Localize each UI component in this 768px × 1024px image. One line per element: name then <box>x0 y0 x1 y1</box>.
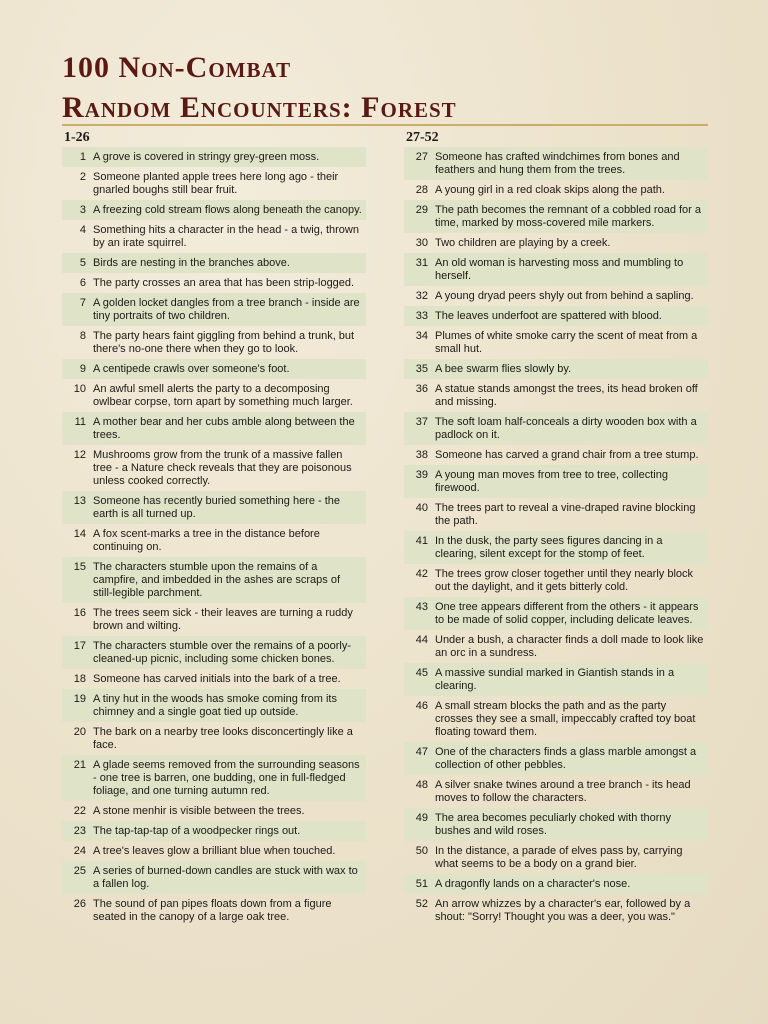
table-row <box>62 894 366 927</box>
encounter-text: An arrow whizzes by a character's ear, followed by a shout: "Sorry! Thought you was a deer, you was." <box>435 898 691 923</box>
encounter-number: 24 <box>73 845 86 857</box>
encounter-number: 21 <box>73 759 86 771</box>
table-row <box>404 445 708 465</box>
encounter-number: 2 <box>79 171 86 183</box>
encounter-text: A series of burned-down candles are stuck with wax to a fallen log. <box>93 865 358 890</box>
encounter-text: A tree's leaves glow a brilliant blue when touched. <box>93 845 336 857</box>
title-line-1: 100 Non-Combat <box>62 51 292 84</box>
encounter-number: 16 <box>73 607 86 619</box>
encounter-text: A golden locket dangles from a tree branch - inside are tiny portraits of two children. <box>93 297 360 322</box>
encounter-number: 40 <box>415 502 428 514</box>
encounter-text: In the distance, a parade of elves pass by, carrying what seems to be a body on a grand bier. <box>435 845 683 870</box>
encounter-number: 30 <box>415 237 428 249</box>
table-row <box>62 603 366 636</box>
encounter-number: 46 <box>415 700 428 712</box>
table-row <box>62 326 366 359</box>
column-heading: 27-52 <box>406 130 439 145</box>
encounter-text: The tap-tap-tap of a woodpecker rings out. <box>93 825 301 837</box>
encounter-number: 1 <box>79 151 86 163</box>
encounter-number: 49 <box>415 812 428 824</box>
encounter-number: 47 <box>415 746 428 758</box>
table-row <box>404 233 708 253</box>
encounter-number: 19 <box>73 693 86 705</box>
encounter-number: 7 <box>79 297 86 309</box>
encounter-number: 45 <box>415 667 428 679</box>
table-row <box>62 273 366 293</box>
encounter-text: One tree appears different from the others - it appears to be made of solid copper, including delicate leaves. <box>435 601 699 626</box>
encounter-text: A centipede crawls over someone's foot. <box>93 363 290 375</box>
encounter-text: A small stream blocks the path and as the party crosses they see a small, impeccably crafted toy boat floating toward them. <box>435 700 696 738</box>
encounter-number: 10 <box>73 383 86 395</box>
table-row <box>62 821 366 841</box>
encounter-number: 22 <box>73 805 86 817</box>
table-row <box>62 636 366 669</box>
encounter-text: A freezing cold stream flows along beneath the canopy. <box>93 204 362 216</box>
encounter-number: 32 <box>415 290 428 302</box>
table-row <box>404 147 708 180</box>
table-row <box>404 498 708 531</box>
table-row <box>404 465 708 498</box>
encounter-number: 5 <box>79 257 86 269</box>
column-heading: 1-26 <box>64 130 90 145</box>
table-row <box>404 564 708 597</box>
encounter-text: A mother bear and her cubs amble along between the trees. <box>93 416 355 441</box>
table-row <box>62 445 366 491</box>
title-rule <box>62 124 708 126</box>
encounter-text: The sound of pan pipes floats down from a figure seated in the canopy of a large oak tree. <box>93 898 332 923</box>
encounter-text: The trees part to reveal a vine-draped ravine blocking the path. <box>435 502 696 527</box>
table-row <box>404 531 708 564</box>
encounter-number: 31 <box>415 257 428 269</box>
encounter-text: A statue stands amongst the trees, its head broken off and missing. <box>435 383 698 408</box>
encounter-number: 4 <box>79 224 86 236</box>
encounter-text: The bark on a nearby tree looks disconcertingly like a face. <box>93 726 353 751</box>
encounter-table <box>62 147 366 927</box>
encounter-text: A tiny hut in the woods has smoke coming from its chimney and a single goat tied up outside. <box>93 693 337 718</box>
encounter-text: A dragonfly lands on a character's nose. <box>435 878 631 890</box>
table-row <box>62 841 366 861</box>
encounter-number: 13 <box>73 495 86 507</box>
table-row <box>404 180 708 200</box>
encounter-number: 41 <box>415 535 428 547</box>
encounter-text: The characters stumble upon the remains of a campfire, and imbedded in the ashes are scraps of still-legible parchment. <box>93 561 341 599</box>
encounter-text: An old woman is harvesting moss and mumbling to herself. <box>435 257 684 282</box>
table-row <box>62 491 366 524</box>
encounter-text: A young girl in a red cloak skips along the path. <box>435 184 665 196</box>
encounter-text: Birds are nesting in the branches above. <box>93 257 290 269</box>
encounter-text: The leaves underfoot are spattered with blood. <box>435 310 662 322</box>
encounter-number: 29 <box>415 204 428 216</box>
encounter-number: 28 <box>415 184 428 196</box>
table-row <box>62 147 366 167</box>
encounter-text: The characters stumble over the remains of a poorly-cleaned-up picnic, including some chicken bones. <box>93 640 352 665</box>
table-row <box>404 808 708 841</box>
title-line-2: Random Encounters: Forest <box>62 91 457 124</box>
table-row <box>62 293 366 326</box>
table-row <box>404 630 708 663</box>
encounter-text: Under a bush, a character finds a doll made to look like an orc in a sundress. <box>435 634 704 659</box>
encounter-number: 6 <box>79 277 86 289</box>
table-row <box>404 696 708 742</box>
table-row <box>62 359 366 379</box>
encounter-text: Someone planted apple trees here long ago - their gnarled boughs still bear fruit. <box>93 171 339 196</box>
encounter-number: 20 <box>73 726 86 738</box>
encounter-number: 34 <box>415 330 428 342</box>
table-row <box>62 412 366 445</box>
encounter-text: The trees grow closer together until they nearly block out the daylight, and it gets bitterly cold. <box>435 568 694 593</box>
encounter-text: The party hears faint giggling from behind a trunk, but there's no-one there when they go to look. <box>93 330 355 355</box>
encounter-text: A young man moves from tree to tree, collecting firewood. <box>435 469 668 494</box>
table-row <box>404 412 708 445</box>
encounter-text: A glade seems removed from the surrounding seasons - one tree is barren, one budding, one in full-fledged foliage, and one turning autumn red. <box>93 759 360 797</box>
table-row <box>62 722 366 755</box>
table-row <box>62 379 366 412</box>
encounter-text: The soft loam half-conceals a dirty wooden box with a padlock on it. <box>435 416 697 441</box>
encounter-number: 12 <box>73 449 86 461</box>
encounter-text: A massive sundial marked in Giantish stands in a clearing. <box>435 667 675 692</box>
encounter-number: 14 <box>73 528 86 540</box>
encounter-text: Two children are playing by a creek. <box>435 237 611 249</box>
table-row <box>62 557 366 603</box>
encounter-number: 8 <box>79 330 86 342</box>
table-row <box>62 253 366 273</box>
page-title <box>62 48 457 128</box>
encounter-text: A fox scent-marks a tree in the distance before continuing on. <box>93 528 320 553</box>
table-row <box>62 200 366 220</box>
table-row <box>404 874 708 894</box>
encounter-number: 51 <box>415 878 428 890</box>
encounter-number: 50 <box>415 845 428 857</box>
encounter-number: 18 <box>73 673 86 685</box>
encounter-text: Someone has carved a grand chair from a tree stump. <box>435 449 699 461</box>
table-row <box>404 379 708 412</box>
encounter-column-1 <box>62 128 366 927</box>
encounter-number: 42 <box>415 568 428 580</box>
table-row <box>404 286 708 306</box>
encounter-text: In the dusk, the party sees figures dancing in a clearing, silent except for the stomp of feet. <box>435 535 663 560</box>
encounter-text: The area becomes peculiarly choked with thorny bushes and wild roses. <box>435 812 672 837</box>
table-row <box>404 253 708 286</box>
encounter-text: A young dryad peers shyly out from behind a sapling. <box>435 290 694 302</box>
table-row <box>404 359 708 379</box>
table-row <box>62 220 366 253</box>
encounter-number: 25 <box>73 865 86 877</box>
encounter-text: A bee swarm flies slowly by. <box>435 363 572 375</box>
encounter-text: A grove is covered in stringy grey-green moss. <box>93 151 320 163</box>
encounter-column-2 <box>404 128 708 927</box>
encounter-text: Mushrooms grow from the trunk of a massive fallen tree - a Nature check reveals that they are poisonous unless cooked correctly. <box>93 449 352 487</box>
encounter-text: Someone has recently buried something here - the earth is all turned up. <box>93 495 341 520</box>
encounter-text: An awful smell alerts the party to a decomposing owlbear corpse, torn apart by something much larger. <box>93 383 353 408</box>
encounter-text: The trees seem sick - their leaves are turning a ruddy brown and wilting. <box>93 607 353 632</box>
encounter-text: The party crosses an area that has been strip-logged. <box>93 277 355 289</box>
table-row <box>62 861 366 894</box>
encounter-number: 3 <box>79 204 86 216</box>
encounter-number: 36 <box>415 383 428 395</box>
encounter-number: 39 <box>415 469 428 481</box>
encounter-number: 17 <box>73 640 86 652</box>
encounter-number: 15 <box>73 561 86 573</box>
encounter-text: Someone has crafted windchimes from bones and feathers and hung them from the trees. <box>435 151 680 176</box>
encounter-number: 35 <box>415 363 428 375</box>
encounter-text: Plumes of white smoke carry the scent of meat from a small hut. <box>435 330 698 355</box>
table-row <box>62 755 366 801</box>
encounter-number: 11 <box>74 416 86 428</box>
encounter-number: 26 <box>73 898 86 910</box>
encounter-number: 23 <box>73 825 86 837</box>
table-row <box>404 894 708 927</box>
table-row <box>404 663 708 696</box>
encounter-text: One of the characters finds a glass marble amongst a collection of other pebbles. <box>435 746 697 771</box>
table-row <box>404 775 708 808</box>
table-row <box>62 524 366 557</box>
encounter-text: Someone has carved initials into the bark of a tree. <box>93 673 341 685</box>
table-row <box>404 742 708 775</box>
encounter-text: A stone menhir is visible between the trees. <box>93 805 305 817</box>
encounter-text: Something hits a character in the head - a twig, thrown by an irate squirrel. <box>93 224 359 249</box>
encounter-number: 37 <box>415 416 428 428</box>
encounter-number: 9 <box>79 363 86 375</box>
encounter-number: 43 <box>415 601 428 613</box>
table-row <box>62 669 366 689</box>
table-row <box>62 801 366 821</box>
table-row <box>404 841 708 874</box>
encounter-text: The path becomes the remnant of a cobbled road for a time, marked by moss-covered mile markers. <box>435 204 701 229</box>
table-row <box>404 597 708 630</box>
table-row <box>404 306 708 326</box>
encounter-text: A silver snake twines around a tree branch - its head moves to follow the characters. <box>435 779 691 804</box>
encounter-number: 38 <box>415 449 428 461</box>
table-row <box>62 689 366 722</box>
encounter-number: 33 <box>415 310 428 322</box>
table-row <box>404 200 708 233</box>
encounter-table <box>404 147 708 927</box>
table-row <box>404 326 708 359</box>
encounter-number: 48 <box>415 779 428 791</box>
encounter-number: 44 <box>415 634 428 646</box>
encounter-number: 27 <box>415 151 428 163</box>
encounter-number: 52 <box>415 898 428 910</box>
table-row <box>62 167 366 200</box>
